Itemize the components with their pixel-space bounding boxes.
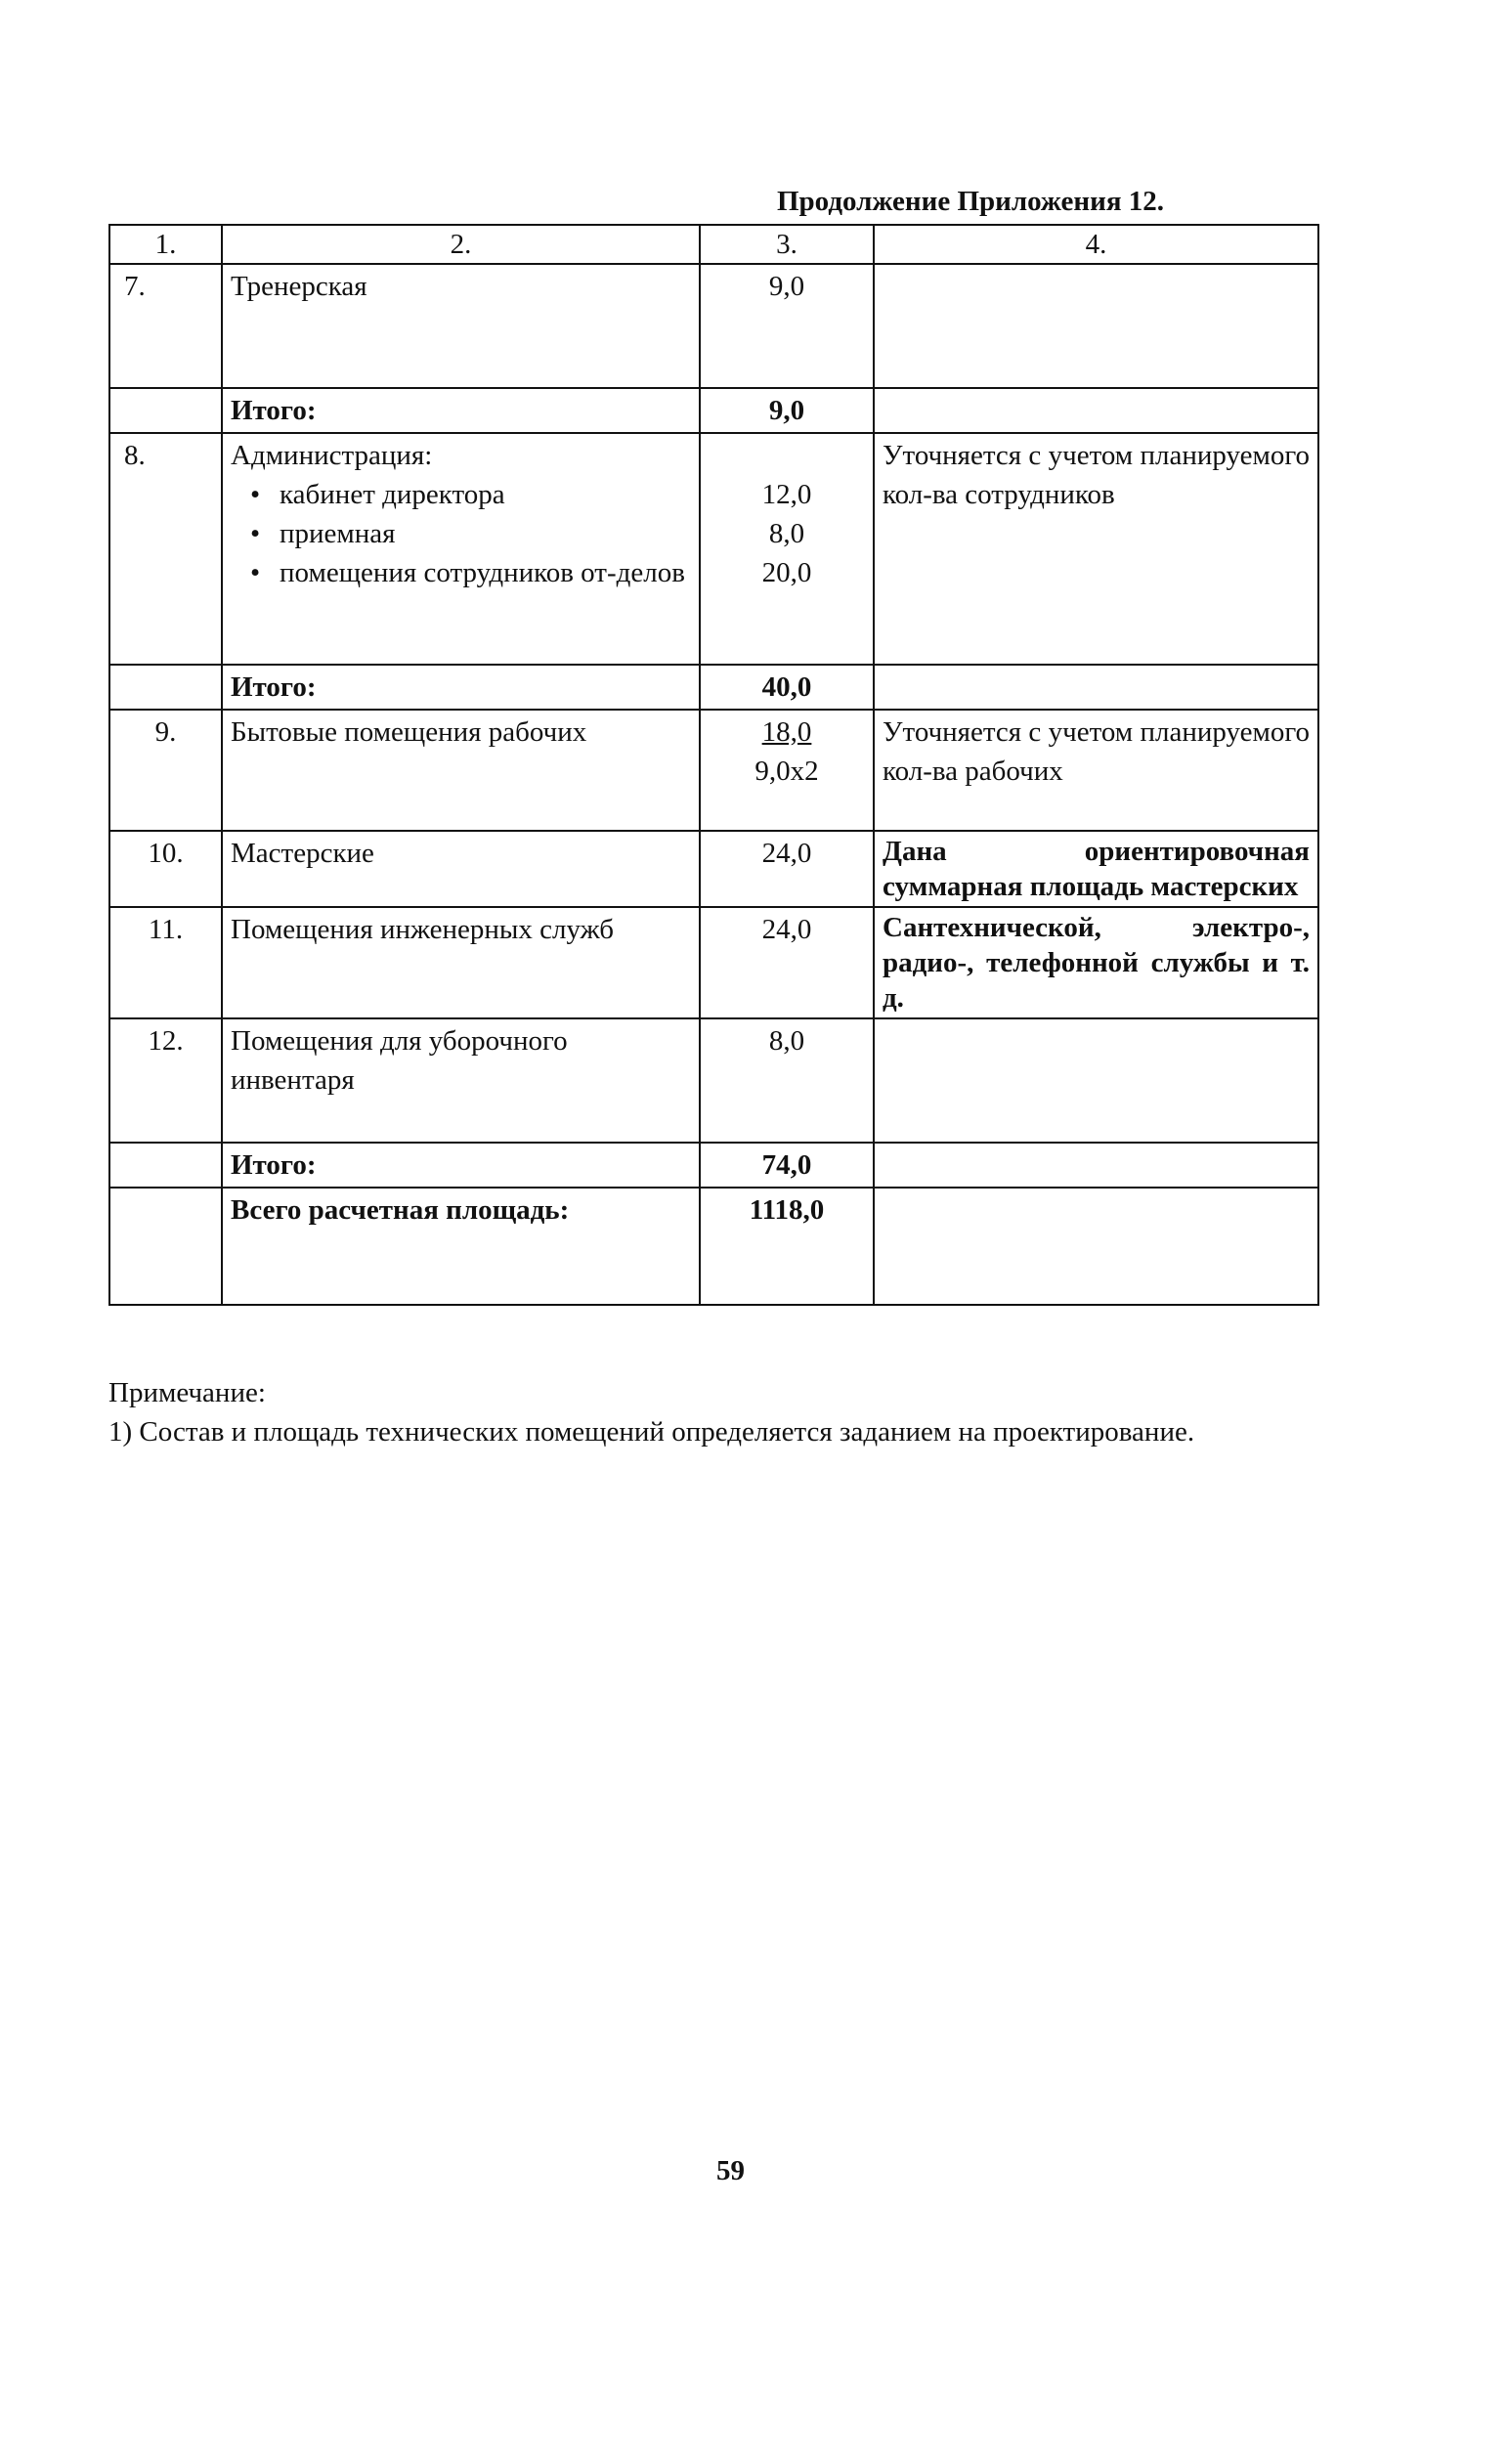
header-col-1: 1. [109, 225, 222, 264]
table-row [109, 264, 1318, 388]
header-col-2: 2. [222, 225, 700, 264]
table-row [109, 907, 1318, 1018]
room-name: Бытовые помещения рабочих [222, 710, 700, 831]
row-number: 8. [109, 433, 222, 665]
row-number: 9. [109, 710, 222, 831]
subtotal-label: Итого: [222, 665, 700, 710]
subtotal-value: 9,0 [700, 388, 874, 433]
table-header-row [109, 225, 1318, 264]
table-row [109, 831, 1318, 907]
row-number: 12. [109, 1018, 222, 1143]
room-note [874, 264, 1318, 388]
room-name: Администрация: [231, 440, 433, 471]
list-item: • приемная [250, 514, 691, 553]
list-item: • кабинет директора [250, 475, 691, 514]
header-col-3: 3. [700, 225, 874, 264]
footnote-text: 1) Состав и площадь технических помещений определяется заданием на проектирование. [108, 1416, 1195, 1448]
subtotal-label: Итого: [222, 388, 700, 433]
table-row [109, 1018, 1318, 1143]
room-list [231, 475, 691, 592]
table-caption: Продолжение Приложения 12. [777, 186, 1165, 217]
list-item: • помещения сотрудников от-делов [250, 553, 691, 592]
room-area: 20,0 [761, 557, 812, 588]
room-area: 12,0 [761, 479, 812, 510]
room-name: Помещения инженерных служб [222, 907, 700, 1018]
row-number: 11. [109, 907, 222, 1018]
room-area: 9,0 [700, 264, 874, 388]
room-areas [700, 710, 874, 831]
room-note: Уточняется с учетом планируемого кол-ва сотрудников [874, 433, 1318, 665]
room-area: 24,0 [700, 907, 874, 1018]
room-area: 18,0 [761, 716, 812, 748]
header-col-4: 4. [874, 225, 1318, 264]
room-note [874, 1018, 1318, 1143]
room-area: 8,0 [768, 518, 805, 549]
subtotal-row [109, 1143, 1318, 1188]
room-note: Сантехнической, электро-, радио-, телефонной службы и т. д. [874, 907, 1318, 1018]
room-name: Помещения для уборочного инвентаря [222, 1018, 700, 1143]
subtotal-value: 74,0 [700, 1143, 874, 1188]
row-number: 7. [109, 264, 222, 388]
premises-table [108, 224, 1319, 1306]
room-note: Дана ориентировочная суммарная площадь мастерских [874, 831, 1318, 907]
grand-total-label: Всего расчетная площадь: [222, 1188, 700, 1305]
room-areas [700, 433, 874, 665]
room-area-formula: 9,0x2 [754, 756, 819, 787]
room-area: 24,0 [700, 831, 874, 907]
table-row [109, 710, 1318, 831]
grand-total-row [109, 1188, 1318, 1305]
room-name: Мастерские [222, 831, 700, 907]
room-name: Тренерская [222, 264, 700, 388]
footnote-title: Примечание: [108, 1377, 266, 1408]
subtotal-label: Итого: [222, 1143, 700, 1188]
room-group [222, 433, 700, 665]
page-number: 59 [716, 2155, 745, 2186]
room-note: Уточняется с учетом планируемого кол-ва рабочих [874, 710, 1318, 831]
room-area: 8,0 [700, 1018, 874, 1143]
grand-total-value: 1118,0 [700, 1188, 874, 1305]
subtotal-value: 40,0 [700, 665, 874, 710]
subtotal-row [109, 388, 1318, 433]
row-number: 10. [109, 831, 222, 907]
table-row [109, 433, 1318, 665]
subtotal-row [109, 665, 1318, 710]
footnote [108, 1373, 1232, 1451]
